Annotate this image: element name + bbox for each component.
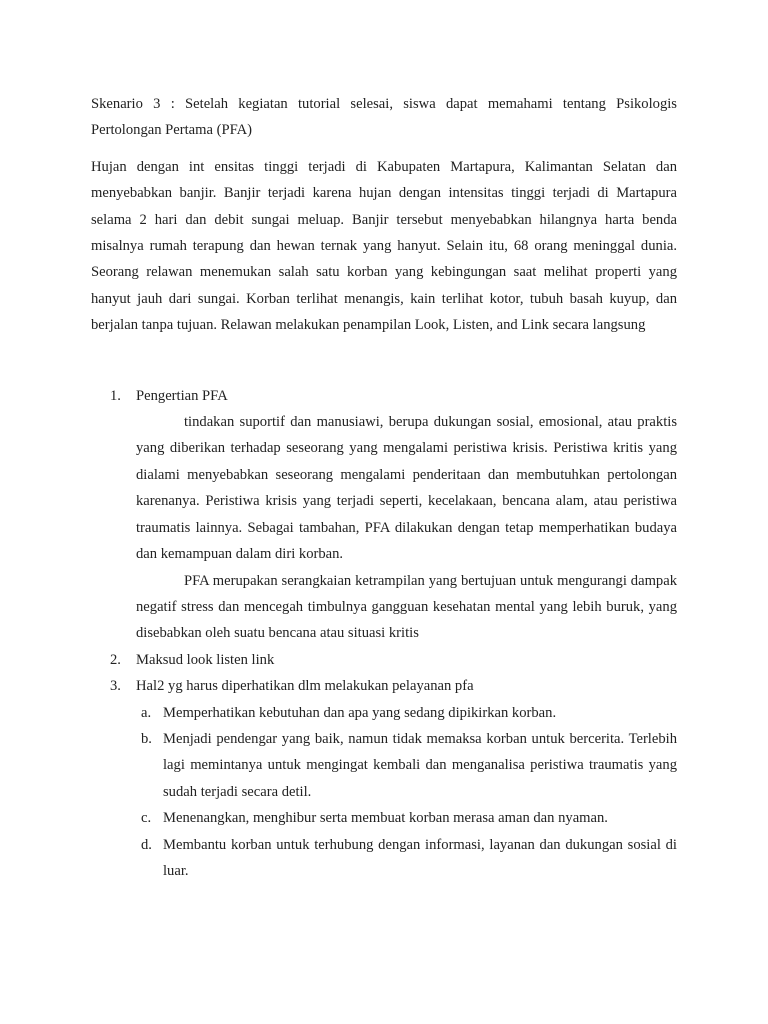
list-item-1 xyxy=(91,383,677,409)
list-item-title: Maksud look listen link xyxy=(136,651,275,668)
pfa-definition-paragraph: tindakan suportif dan manusiawi, berupa dukungan sosial, emosional, atau praktis yang diberikan terhadap seseorang yang mengalami peristiwa krisis. Peristiwa kritis yang dialami menyebabkan seseorang mengalami penderitaan dan membutuhkan pertolongan karenanya. Peristiwa krisis yang terjadi seperti, kecelakaan, bencana alam, atau peristiwa traumatis lainnya. Sebagai tambahan, PFA dilakukan dengan tetap memperhatikan budaya dan kemampuan dalam diri korban. xyxy=(136,414,677,563)
sub-list-text: Menjadi pendengar yang baik, namun tidak memaksa korban untuk bercerita. Terlebih lagi memintanya untuk mengingat kembali dan menganalisa peristiwa traumatis yang sudah terjadi secara detil. xyxy=(163,730,677,800)
sub-list-item xyxy=(141,726,677,805)
sub-list-letter: d. xyxy=(141,836,152,853)
scenario-heading: Skenario 3 : Setelah kegiatan tutorial selesai, siswa dapat memahami tentang Psikologis Pertolongan Pertama (PFA) xyxy=(91,96,677,139)
sub-list-text: Memperhatikan kebutuhan dan apa yang sedang dipikirkan korban. xyxy=(163,704,557,721)
sub-list-text: Menenangkan, menghibur serta membuat korban merasa aman dan nyaman. xyxy=(163,810,608,827)
scenario-description: Hujan dengan int ensitas tinggi terjadi di Kabupaten Martapura, Kalimantan Selatan dan menyebabkan banjir. Banjir terjadi karena hujan dengan intensitas tinggi terjadi di Martapura selama 2 hari dan debit sungai meluap. Banjir tersebut menyebabkan hilangnya harta benda misalnya rumah terapung dan hewan ternak yang hanyut. Selain itu, 68 orang meninggal dunia. Seorang relawan menemukan salah satu korban yang kebingungan saat melihat properti yang hanyut jauh dari sungai. Korban terlihat menangis, kain terlihat kotor, tubuh basah kuyup, dan berjalan tanpa tujuan. Relawan melakukan penampilan Look, Listen, and Link secara langsung xyxy=(91,158,677,334)
sub-list-letter: b. xyxy=(141,730,152,747)
sub-list-item xyxy=(141,805,677,831)
sub-list-item xyxy=(141,700,677,726)
sub-list-item xyxy=(141,832,677,885)
list-item-title: Pengertian PFA xyxy=(136,387,228,404)
list-number: 2. xyxy=(110,651,121,668)
document-page xyxy=(91,91,677,884)
sub-list-text: Membantu korban untuk terhubung dengan informasi, layanan dan dukungan sosial di luar. xyxy=(163,836,677,879)
list-item-2 xyxy=(91,647,677,673)
numbered-list xyxy=(91,383,677,885)
list-item-title: Hal2 yg harus diperhatikan dlm melakukan pelayanan pfa xyxy=(136,678,474,695)
sub-list-letter: c. xyxy=(141,810,152,827)
list-number: 3. xyxy=(110,678,121,695)
sub-list xyxy=(91,700,677,885)
sub-list-letter: a. xyxy=(141,704,152,721)
list-item-3 xyxy=(91,673,677,699)
list-number: 1. xyxy=(110,387,121,404)
pfa-purpose-paragraph: PFA merupakan serangkaian ketrampilan yang bertujuan untuk mengurangi dampak negatif stress dan mencegah timbulnya gangguan kesehatan mental yang lebih buruk, yang disebabkan oleh suatu bencana atau situasi kritis xyxy=(136,572,677,642)
